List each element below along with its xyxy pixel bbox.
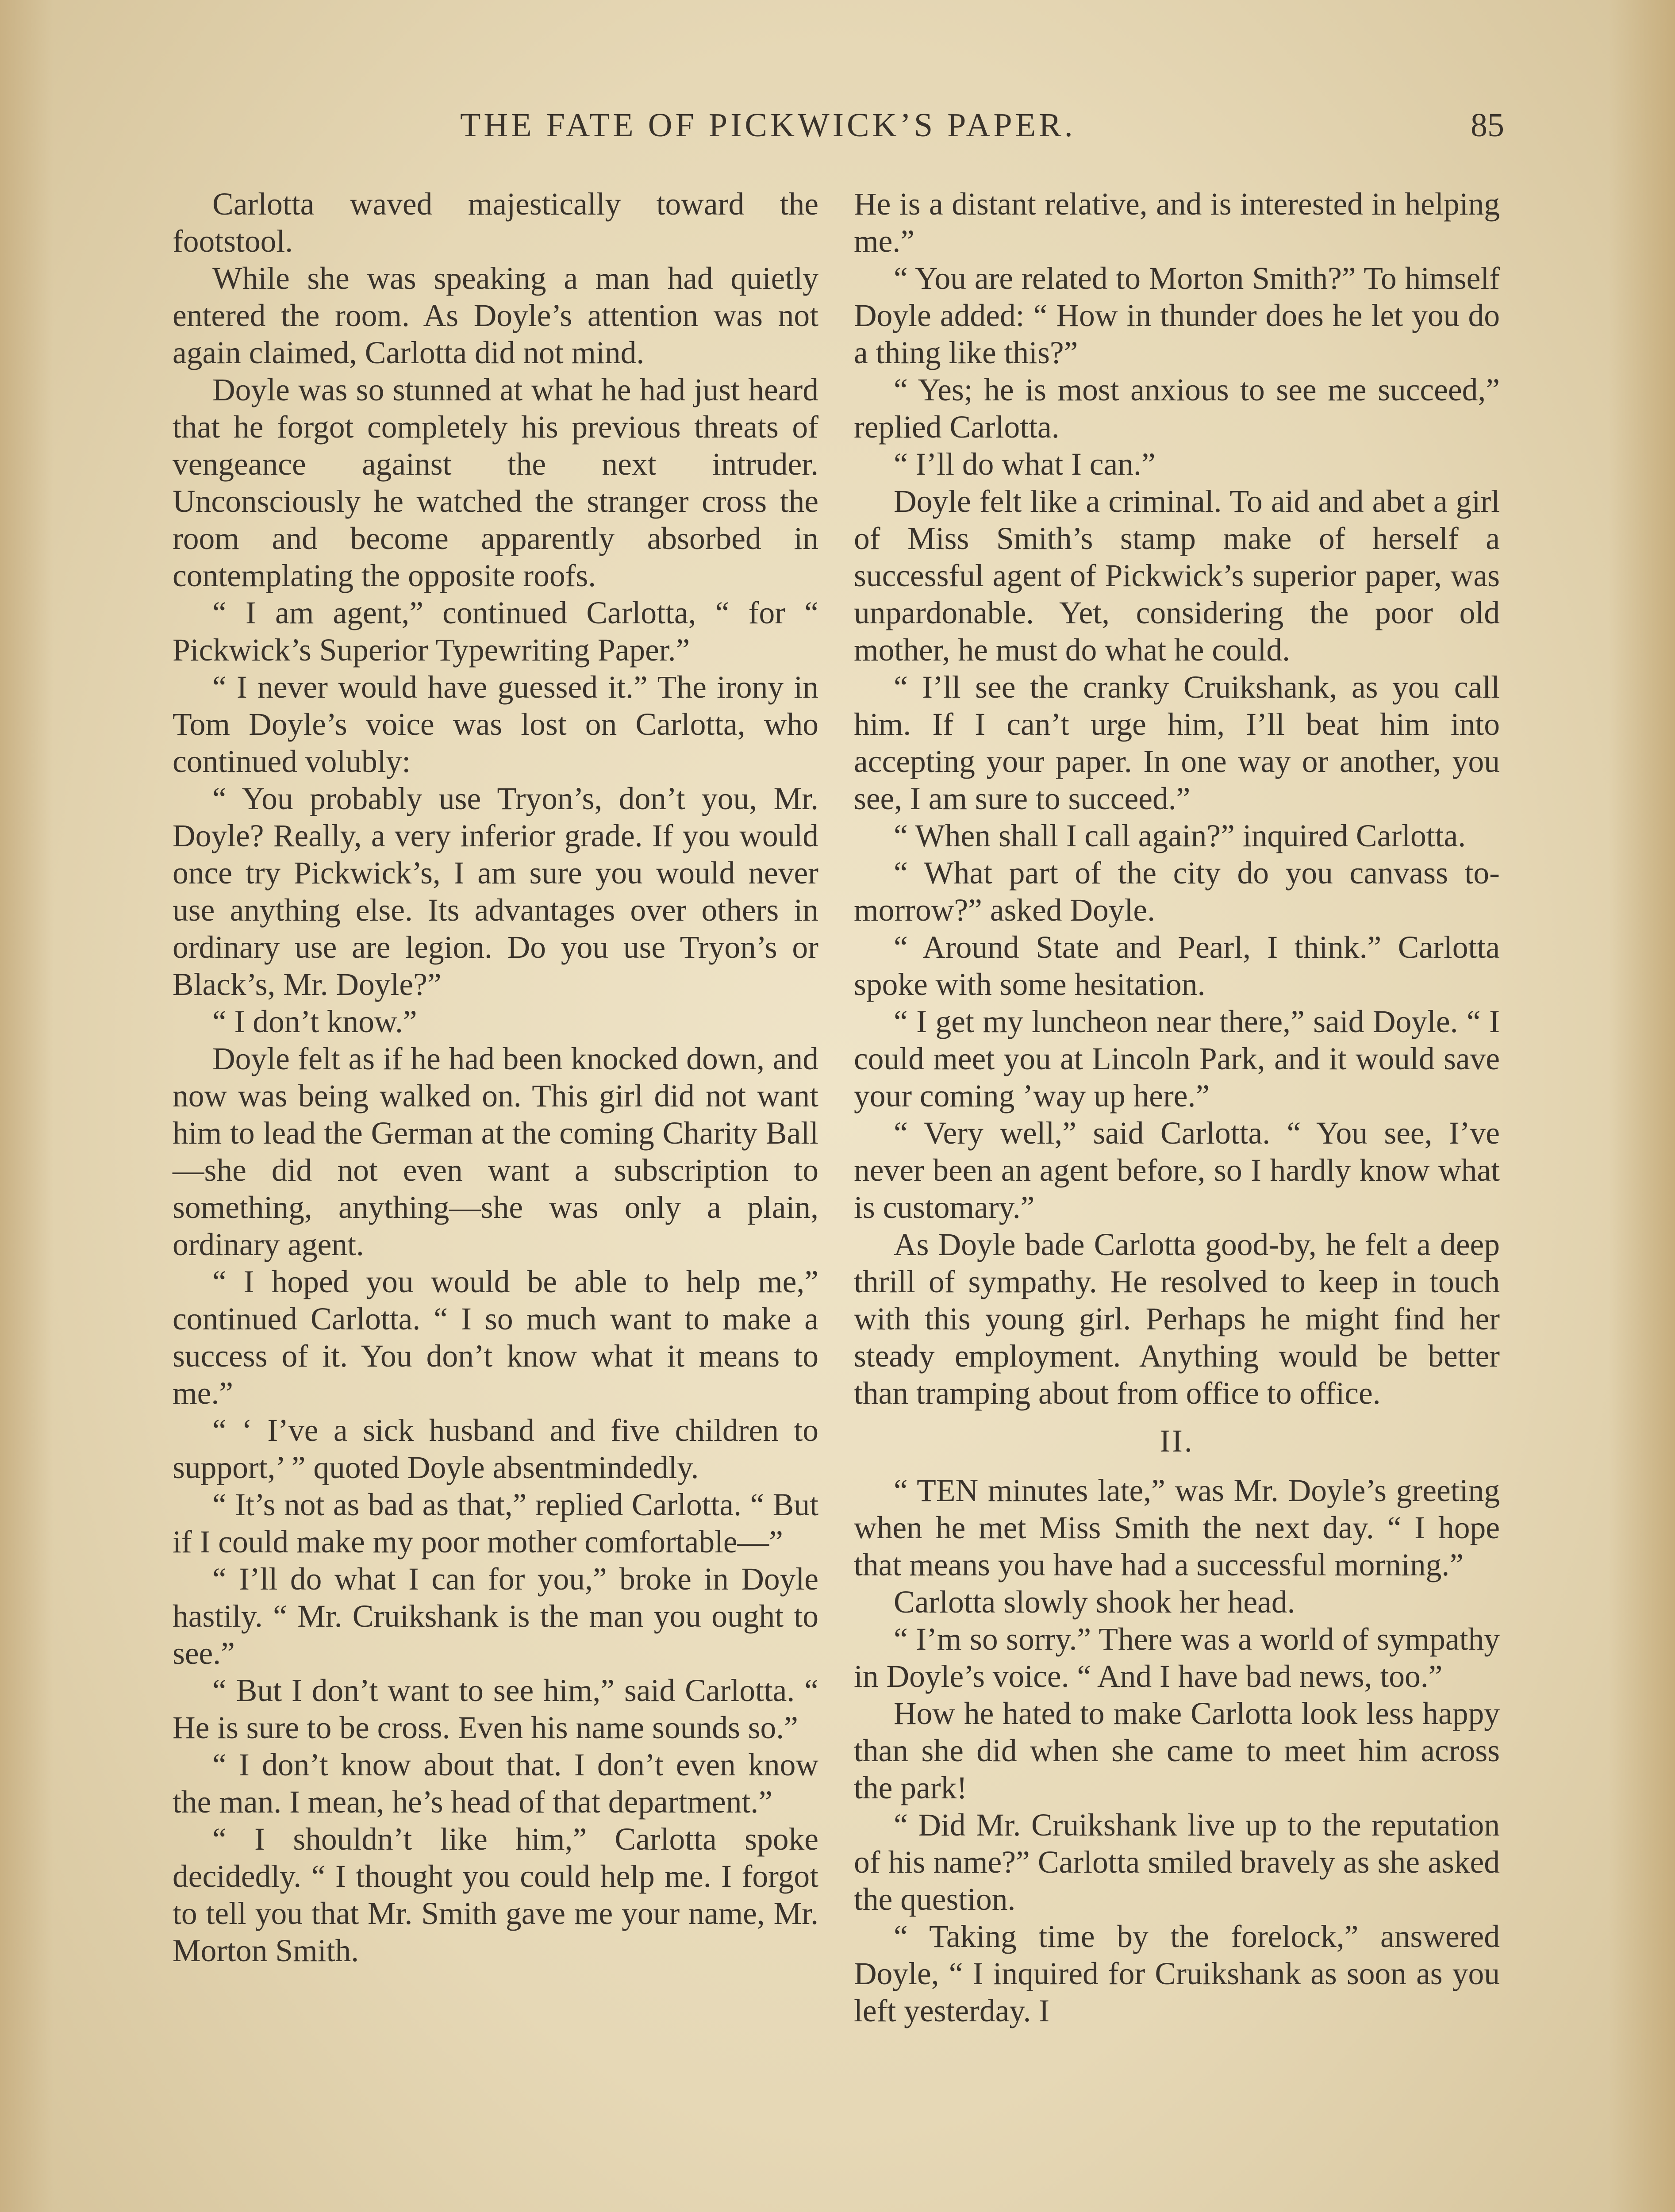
paragraph: “ I’ll do what I can for you,” broke in Doyle hastily. “ Mr. Cruikshank is the man you ought to see.” — [173, 1562, 818, 1671]
page-header — [168, 106, 1504, 150]
paragraph: “ I hoped you would be able to help me,” continued Carlotta. “ I so much want to make a success of it. You don’t know what it means to me.” — [173, 1264, 818, 1411]
paragraph: “ You are related to Morton Smith?” To himself Doyle added: “ How in thunder does he let you do a thing like this?” — [854, 261, 1500, 370]
paragraph: “ It’s not as bad as that,” replied Carlotta. “ But if I could make my poor mother comfortable—” — [173, 1487, 818, 1559]
paragraph: How he hated to make Carlotta look less happy than she did when she came to meet him across the park! — [854, 1696, 1500, 1805]
paragraph: “ But I don’t want to see him,” said Carlotta. “ He is sure to be cross. Even his name sounds so.” — [173, 1673, 818, 1745]
paragraph: “ Very well,” said Carlotta. “ You see, I’ve never been an agent before, so I hardly know what is customary.” — [854, 1116, 1500, 1225]
section-heading: II. — [1160, 1424, 1194, 1459]
paragraph: “ You probably use Tryon’s, don’t you, Mr. Doyle? Really, a very inferior grade. If you would once try Pickwick’s, I am sure you would never use anything else. Its advantages over others in ordinary use are legion. Do you use Tryon’s or Black’s, Mr. Doyle?” — [173, 781, 818, 1002]
paragraph: He is a distant relative, and is interested in helping me.” — [854, 187, 1500, 259]
paragraph: “ I’m so sorry.” There was a world of sympathy in Doyle’s voice. “ And I have bad news, too.” — [854, 1622, 1500, 1694]
paragraph: “ I never would have guessed it.” The irony in Tom Doyle’s voice was lost on Carlotta, who continued volubly: — [173, 670, 818, 779]
paragraph: “ Did Mr. Cruikshank live up to the reputation of his name?” Carlotta smiled bravely as she asked the question. — [854, 1808, 1500, 1917]
paragraph: “ TEN minutes late,” was Mr. Doyle’s greeting when he met Miss Smith the next day. “ I hope that means you have had a successful morning.” — [854, 1473, 1500, 1582]
paragraph: Doyle was so stunned at what he had just heard that he forgot completely his previous threats of vengeance against the next intruder. Unconsciously he watched the stranger cross the room and become apparently absorbed in contemplating the opposite roofs. — [173, 373, 818, 593]
paragraph: “ Around State and Pearl, I think.” Carlotta spoke with some hesitation. — [854, 930, 1500, 1002]
paragraph: “ I don’t know about that. I don’t even know the man. I mean, he’s head of that department.” — [173, 1747, 818, 1820]
paragraph: Carlotta waved majestically toward the footstool. — [173, 187, 818, 259]
paragraph: As Doyle bade Carlotta good-by, he felt a deep thrill of sympathy. He resolved to keep in touch with this young girl. Perhaps he might find her steady employment. Anything would be better than tramping about from office to office. — [854, 1227, 1500, 1411]
paragraph: “ ‘ I’ve a sick husband and five children to support,’ ” quoted Doyle absentmindedly. — [173, 1413, 818, 1485]
paragraph: “ I don’t know.” — [212, 1004, 417, 1039]
paragraph: “ I shouldn’t like him,” Carlotta spoke decidedly. “ I thought you could help me. I forgot to tell you that Mr. Smith gave me your name, Mr. Morton Smith. — [173, 1822, 818, 1968]
right-column — [854, 186, 1500, 2030]
page-number: 85 — [1471, 107, 1504, 144]
running-title: THE FATE OF PICKWICK’S PAPER. — [460, 107, 1076, 144]
left-column — [173, 186, 818, 1970]
paragraph: “ Taking time by the forelock,” answered Doyle, “ I inquired for Cruikshank as soon as you left yesterday. I — [854, 1919, 1500, 2028]
paragraph: Doyle felt as if he had been knocked down, and now was being walked on. This girl did not want him to lead the German at the coming Charity Ball—she did not even want a subscription to something, anything—she was only a plain, ordinary agent. — [173, 1041, 818, 1262]
paragraph: “ I’ll do what I can.” — [894, 447, 1156, 482]
paragraph: “ When shall I call again?” inquired Carlotta. — [894, 818, 1466, 853]
paragraph: “ I’ll see the cranky Cruikshank, as you call him. If I can’t urge him, I’ll beat him into accepting your paper. In one way or another, you see, I am sure to succeed.” — [854, 670, 1500, 816]
paragraph: While she was speaking a man had quietly entered the room. As Doyle’s attention was not again claimed, Carlotta did not mind. — [173, 261, 818, 370]
paragraph: “ I am agent,” continued Carlotta, “ for “ Pickwick’s Superior Typewriting Paper.” — [173, 595, 818, 668]
paragraph: “ I get my luncheon near there,” said Doyle. “ I could meet you at Lincoln Park, and it would save your coming ’way up here.” — [854, 1004, 1500, 1114]
paragraph: “ What part of the city do you canvass to-morrow?” asked Doyle. — [854, 856, 1500, 928]
paragraph: Doyle felt like a criminal. To aid and abet a girl of Miss Smith’s stamp make of herself a successful agent of Pickwick’s superior paper, was unpardonable. Yet, considering the poor old mother, he must do what he could. — [854, 484, 1500, 668]
paragraph: “ Yes; he is most anxious to see me succeed,” replied Carlotta. — [854, 373, 1500, 445]
paragraph: Carlotta slowly shook her head. — [894, 1585, 1295, 1620]
